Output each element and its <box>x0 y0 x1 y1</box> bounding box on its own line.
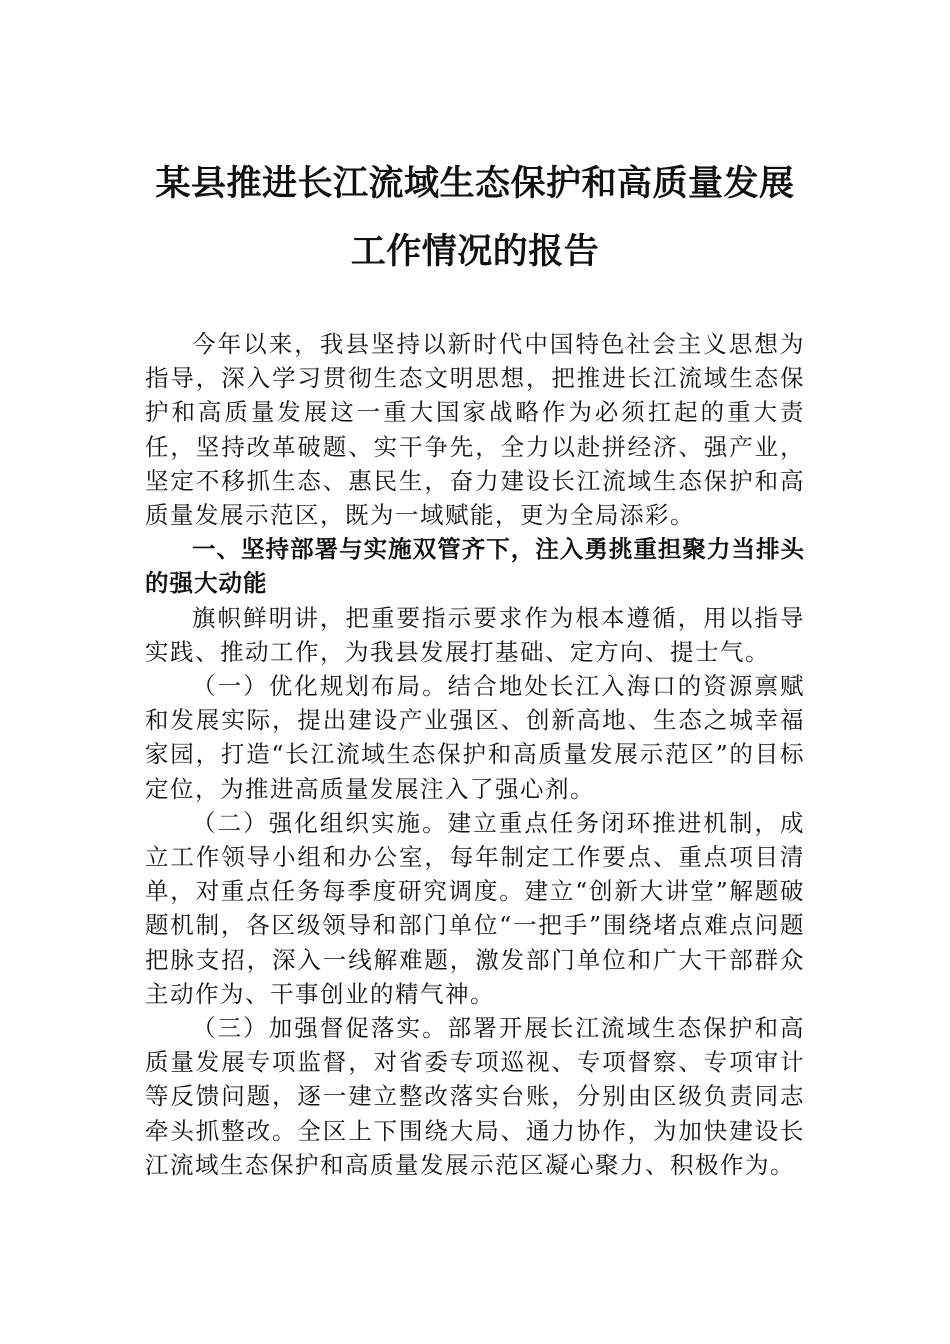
item3-paragraph <box>145 1011 805 1182</box>
intro-paragraph: 今年以来，我县坚持以新时代中国特色社会主义思想为指导，深入学习贯彻生态文明思想，把推进长江流域生态保护和高质量发展这一重大国家战略作为必须扛起的重大责任，坚持改革破题、实干争先，全力以赴拼经济、强产业，坚定不移抓生态、惠民生，奋力建设长江流域生态保护和高质量发展示范区，既为一域赋能，更为全局添彩。 <box>145 330 805 530</box>
item3-lead: （三）加强督促落实。 <box>192 1014 448 1043</box>
document-title-line1: 某县推进长江流域生态保护和高质量发展 <box>155 163 795 204</box>
section1-heading: 一、坚持部署与实施双管齐下，注入勇挑重担聚力当排头的强大动能 <box>145 535 805 598</box>
item2-paragraph <box>145 806 805 1011</box>
item1-text: 结合地处长江入海口的资源禀赋和发展实际，提出建设产业强区、创新高地、生态之城幸福家园，打造“长江流域生态保护和高质量发展示范区”的目标定位，为推进高质量发展注入了强心剂。 <box>145 672 806 803</box>
document-title-line2: 工作情况的报告 <box>350 231 600 272</box>
item1-lead: （一）优化规划布局。 <box>192 672 448 701</box>
document-body <box>145 327 805 1182</box>
item2-text: 建立重点任务闭环推进机制，成立工作领导小组和办公室，每年制定工作要点、重点项目清单，对重点任务每季度研究调度。建立“创新大讲堂”解题破题机制，各区级领导和部门单位“一把手”围绕堵点难点问题把脉支招，深入一线解难题，激发部门单位和广大干部群众主动作为、干事创业的精气神。 <box>145 808 806 1008</box>
section1-intro-paragraph: 旗帜鲜明讲，把重要指示要求作为根本遵循，用以指导实践、推动工作，为我县发展打基础、定方向、提士气。 <box>145 603 805 666</box>
item3-text: 部署开展长江流域生态保护和高质量发展专项监督，对省委专项巡视、专项督察、专项审计等反馈问题，逐一建立整改落实台账，分别由区级负责同志牵头抓整改。全区上下围绕大局、通力协作，为加快建设长江流域生态保护和高质量发展示范区凝心聚力、积极作为。 <box>145 1014 806 1179</box>
item1-paragraph <box>145 669 805 806</box>
item2-lead: （二）强化组织实施。 <box>192 808 448 837</box>
